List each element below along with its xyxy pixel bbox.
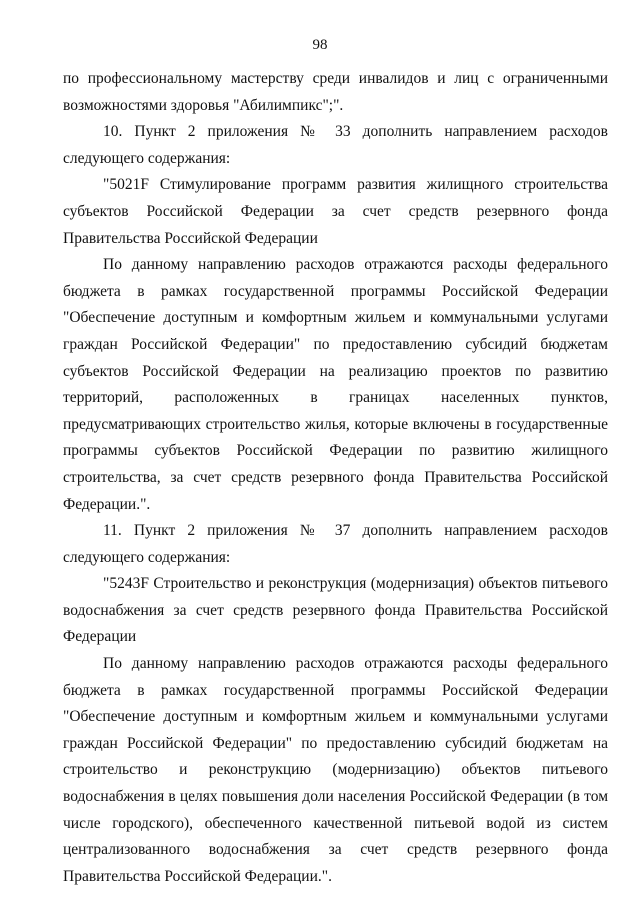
paragraph-item-10: 10. Пункт 2 приложения № 33 дополнить направлением расходов следующего содержания: [63,123,608,167]
paragraph-description-5243f: По данному направлению расходов отражаются расходы федерального бюджета в рамках государственной программы Российской Федерации "Обеспечение доступным и комфортным жильем и коммунальными услугами граждан Российской Федерации" по предоставлению субсидий бюджетам на строительство и реконструкцию (модернизацию) объектов питьевого водоснабжения в целях повышения доли населения Российской Федерации (в том числе городского), обеспеченного качественной питьевой водой из систем централизованного водоснабжения за счет средств резервного фонда Правительства Российской Федерации.". [63,655,608,885]
paragraph-description-5021f: По данному направлению расходов отражаются расходы федерального бюджета в рамках государственной программы Российской Федерации "Обеспечение доступным и комфортным жильем и коммунальными услугами граждан Российской Федерации" по предоставлению субсидий бюджетам субъектов Российской Федерации на реализацию проектов по развитию территорий, расположенных в границах населенных пунктов, предусматривающих строительство жилья, которые включены в государственные программы субъектов Российской Федерации по развитию жилищного строительства, за счет средств резервного фонда Правительства Российской Федерации.". [63,256,608,513]
paragraph-continuation: по профессиональному мастерству среди инвалидов и лиц с ограниченными возможностями здоровья "Абилимпикс";". [63,70,608,114]
paragraph-code-5021f: "5021F Стимулирование программ развития жилищного строительства субъектов Российской Федерации за счет средств резервного фонда Правительства Российской Федерации [63,176,608,247]
paragraph-code-5243f: "5243F Строительство и реконструкция (модернизация) объектов питьевого водоснабжения за счет средств резервного фонда Правительства Российской Федерации [63,575,608,646]
page-number: 98 [312,37,328,53]
paragraph-item-11: 11. Пункт 2 приложения № 37 дополнить направлением расходов следующего содержания: [63,522,608,566]
document-body [63,66,608,890]
